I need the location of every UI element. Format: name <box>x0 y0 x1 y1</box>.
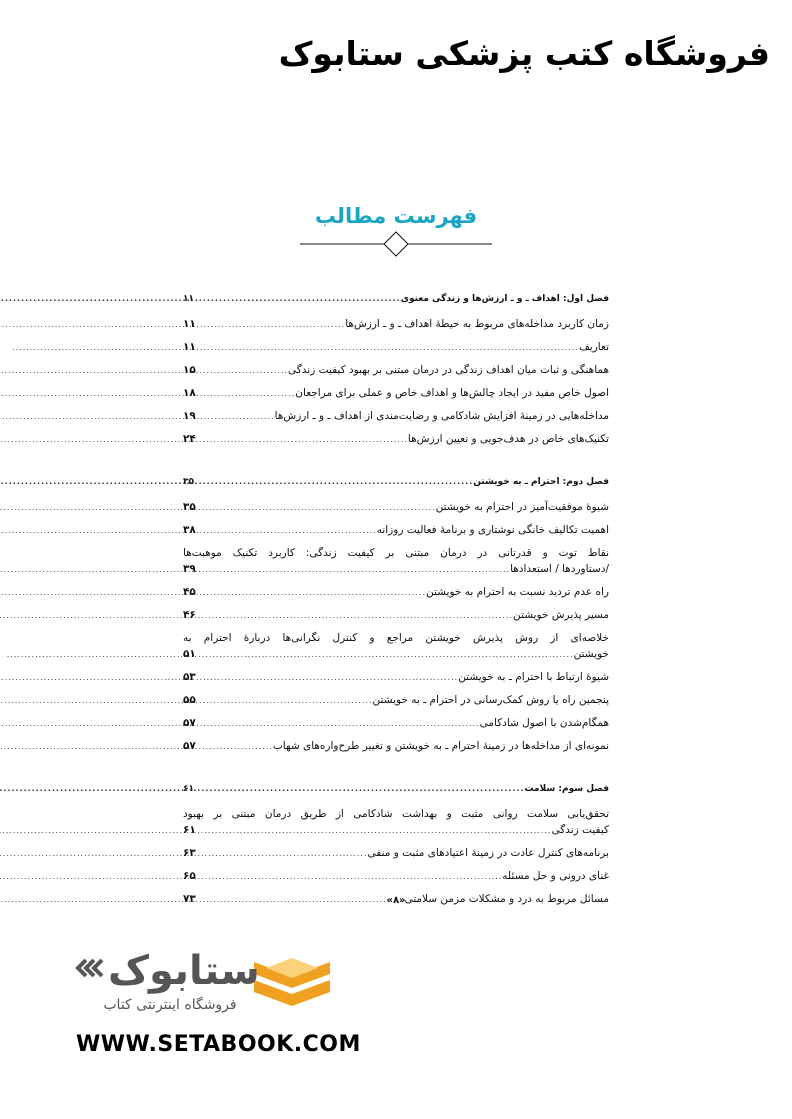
entry-title: مسائل مربوط به درد و مشکلات مزمن سلامتی <box>404 893 609 905</box>
entry-title: /دستاوردها / استعدادها <box>510 563 609 575</box>
leader-dots <box>198 647 574 663</box>
entry-page: ۵۷ <box>183 740 196 752</box>
toc-entry[interactable] <box>183 630 609 663</box>
entry-page: ۳۵ <box>183 501 196 513</box>
toc-entry[interactable] <box>183 499 609 516</box>
toc-entry[interactable] <box>183 715 609 732</box>
entry-page: ۴۵ <box>183 586 196 598</box>
logo-chevrons-icon <box>78 960 102 976</box>
chapter-title: فصل سوم: سلامت <box>524 784 609 794</box>
entry-page: ۱۵ <box>183 364 196 376</box>
entry-page: ۱۹ <box>183 410 196 422</box>
leader-dots <box>198 670 458 686</box>
entry-title: هماهنگی و ثبات میان اهداف زندگی در درمان مبتنی بر بهبود کیفیت زندگی <box>288 364 609 376</box>
entry-page: ۳۹ <box>183 563 196 575</box>
leader-dots <box>198 562 510 578</box>
store-title: فروشگاه کتب پزشکی ستابوک <box>278 34 770 73</box>
leader-dots <box>198 409 275 425</box>
entry-page: ۷۳ <box>183 893 196 905</box>
entry-title: زمان کاربرد مداخله‌های مربوط به حیطهٔ اهداف ـ و ـ ارزش‌ها <box>345 318 609 330</box>
heading-divider-ornament <box>300 228 492 260</box>
toc-heading: فهرست مطالب <box>314 204 478 228</box>
table-of-contents <box>183 291 609 934</box>
entry-title: شیوهٔ ارتباط با احترام ـ به خویشتن <box>458 671 609 683</box>
leader-dots <box>198 739 273 755</box>
entry-title: اصول خاص مفید در ایجاد چالش‌ها و اهداف خاص و عملی برای مراجعان <box>295 387 609 399</box>
toc-entry[interactable] <box>183 845 609 862</box>
leader-dots <box>198 869 502 885</box>
toc-entry[interactable] <box>183 362 609 379</box>
leader-dots <box>198 386 295 402</box>
leader-dots <box>198 716 480 732</box>
entry-title: تعاریف <box>578 341 609 353</box>
toc-chapter <box>183 474 609 755</box>
entry-title-line: خلاصه‌ای از روش پذیرش خویشتن مراجع و کنترل نگرانی‌ها دربارهٔ احترام به <box>183 632 609 644</box>
leader-dots <box>198 585 426 601</box>
toc-entry[interactable] <box>183 692 609 709</box>
entry-title: غنای درونی و حل مسئله <box>502 870 609 882</box>
toc-chapter-heading[interactable] <box>183 291 609 307</box>
entry-page: ۲۴ <box>183 433 196 445</box>
entry-page: ۳۸ <box>183 524 196 536</box>
leader-dots <box>198 523 377 539</box>
entry-title: خویشتن <box>573 648 609 660</box>
entry-page: ۶۳ <box>183 847 196 859</box>
chapter-title: فصل دوم: احترام ـ به خویشتن <box>473 477 609 487</box>
chapter-title: فصل اول: اهداف ـ و ـ ارزش‌ها و زندگی معنوی <box>400 294 609 304</box>
leader-dots <box>198 500 436 516</box>
toc-chapter-heading[interactable] <box>183 781 609 797</box>
logo-tagline: فروشگاه اینترنتی کتاب <box>103 997 237 1013</box>
entry-title: اهمیت تکالیف خانگی نوشتاری و برنامهٔ فعالیت روزانه <box>376 524 609 536</box>
logo-brand-name: ستابوک <box>108 948 260 994</box>
entry-page: ۶۵ <box>183 870 196 882</box>
entry-title: تکنیک‌های خاص در هدف‌جویی و تعیین ارزش‌ها <box>407 433 609 445</box>
leader-dots <box>196 474 473 490</box>
website-url: WWW.SETABOOK.COM <box>76 1032 361 1057</box>
toc-chapter <box>183 781 609 908</box>
entry-title: شیوهٔ موفقیت‌آمیز در احترام به خویشتن <box>435 501 609 513</box>
toc-entry[interactable] <box>183 545 609 578</box>
toc-entry[interactable] <box>183 316 609 333</box>
entry-page: ۶۱ <box>183 824 196 836</box>
leader-dots <box>198 432 408 448</box>
entry-page: ۱۱ <box>183 318 196 330</box>
toc-chapter <box>183 291 609 448</box>
toc-entry[interactable] <box>183 669 609 686</box>
chapter-page: ۳۵ <box>183 477 194 487</box>
toc-entry[interactable] <box>183 738 609 755</box>
chapter-page: ۱۱ <box>183 294 194 304</box>
leader-dots <box>198 317 345 333</box>
leader-dots <box>198 363 288 379</box>
entry-title-line: تحقق‌یابی سلامت روانی مثبت و بهداشت شادکامی از طریق درمان مبتنی بر بهبود <box>183 808 609 820</box>
leader-dots <box>198 608 513 624</box>
leader-dots <box>198 693 373 709</box>
toc-entry[interactable] <box>183 607 609 624</box>
entry-page: ۵۱ <box>183 648 196 660</box>
page-number: «۸» <box>386 895 406 906</box>
leader-dots <box>198 823 552 839</box>
leader-dots <box>198 846 368 862</box>
entry-page: ۵۵ <box>183 694 196 706</box>
toc-entry[interactable] <box>183 522 609 539</box>
entry-title: برنامه‌های کنترل عادت در زمینهٔ اعتیادهای مثبت و منفی <box>367 847 609 859</box>
logo-book-emblem-icon <box>254 958 330 1006</box>
chapter-page: ۶۱ <box>183 784 194 794</box>
entry-title: راه عدم تردید نسبت به احترام به خویشتن <box>426 586 609 598</box>
toc-entry[interactable] <box>183 806 609 839</box>
entry-page: ۱۸ <box>183 387 196 399</box>
toc-entry[interactable] <box>183 431 609 448</box>
entry-title: مسیر پذیرش خویشتن <box>513 609 609 621</box>
toc-chapter-heading[interactable] <box>183 474 609 490</box>
toc-entry[interactable] <box>183 339 609 356</box>
entry-title: نمونه‌ای از مداخله‌ها در زمینهٔ احترام ـ به خویشتن و تغییر طرح‌واره‌های شهاب <box>272 740 609 752</box>
entry-title: پنجمین راه یا روش کمک‌رسانی در احترام ـ به خویشتن <box>372 694 609 706</box>
entry-page: ۴۶ <box>183 609 196 621</box>
entry-title-line: نقاط توت و قدرتانی در درمان مبتنی بر کیفیت زندگی: کاربرد تکنیک موهبت‌ها <box>183 547 609 559</box>
leader-dots <box>198 340 579 356</box>
entry-page: ۱۱ <box>183 341 196 353</box>
toc-entry[interactable] <box>183 408 609 425</box>
entry-page: ۵۷ <box>183 717 196 729</box>
entry-title: کیفیت زندگی <box>551 824 609 836</box>
toc-entry[interactable] <box>183 868 609 885</box>
toc-entry[interactable] <box>183 584 609 601</box>
entry-title: همگام‌شدن با اصول شادکامی <box>479 717 609 729</box>
entry-title: مداخله‌هایی در زمینهٔ افزایش شادکامی و رضایت‌مندی از اهداف ـ و ـ ارزش‌ها <box>274 410 609 422</box>
leader-dots <box>196 781 524 797</box>
entry-page: ۵۳ <box>183 671 196 683</box>
leader-dots <box>196 291 401 307</box>
toc-entry[interactable] <box>183 385 609 402</box>
